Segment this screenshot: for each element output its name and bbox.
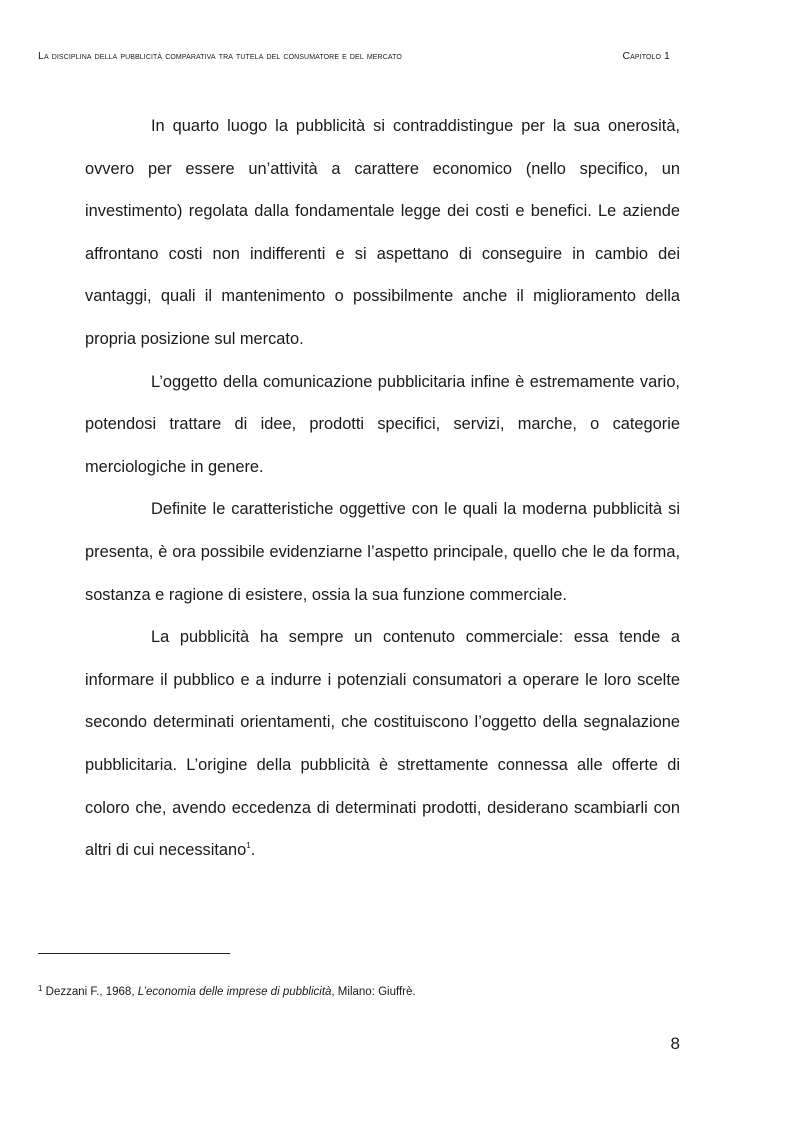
footnote-marker: 1 <box>38 984 43 993</box>
body-text <box>85 105 680 872</box>
footnote <box>38 986 678 998</box>
paragraph-end-period: . <box>250 841 256 860</box>
footnote-author: Dezzani F., 1968, <box>45 986 135 998</box>
paragraph-funzione: Definite le caratteristiche oggettive con le quali la moderna pubblicità si presenta, è ora possibile evidenziarne l’aspetto principale, quello che le da forma, sostanza e ragione di esistere, ossia la sua funzione commerciale. <box>85 500 680 604</box>
footnote-separator <box>38 953 230 954</box>
header-chapter: Capitolo 1 <box>622 50 670 62</box>
header-title: La disciplina della pubblicità comparativa tra tutela del consumatore e del mercato <box>38 50 402 62</box>
footnote-reference[interactable]: 1 <box>246 841 251 851</box>
paragraph-contenuto-text: La pubblicità ha sempre un contenuto commerciale: essa tende a informare il pubblico e a indurre i potenziali consumatori a operare le loro scelte secondo determinati orientamenti, che costituiscono l’oggetto della segnalazione pubblicitaria. L’origine della pubblicità è strettamente connessa alle offerte di coloro che, avendo eccedenza di determinati prodotti, desiderano scambiarli con altri di cui necessitano <box>85 628 680 860</box>
paragraph-oggetto: L’oggetto della comunicazione pubblicitaria infine è estremamente vario, potendosi trattare di idee, prodotti specifici, servizi, marche, o categorie merciologiche in genere. <box>85 372 680 476</box>
page-number: 8 <box>670 1034 680 1053</box>
paragraph-contenuto <box>85 616 680 872</box>
paragraph-onerosita: In quarto luogo la pubblicità si contraddistingue per la sua onerosità, ovvero per essere un’attività a carattere economico (nello specifico, un investimento) regolata dalla fondamentale legge dei costi e benefici. Le aziende affrontano costi non indifferenti e si aspettano di conseguire in cambio dei vantaggi, quali il mantenimento o possibilmente anche il miglioramento della propria posizione sul mercato. <box>85 117 680 348</box>
footnote-title: L’economia delle imprese di pubblicità <box>137 986 332 998</box>
footnote-publisher: , Milano: Giuffrè. <box>331 986 416 998</box>
